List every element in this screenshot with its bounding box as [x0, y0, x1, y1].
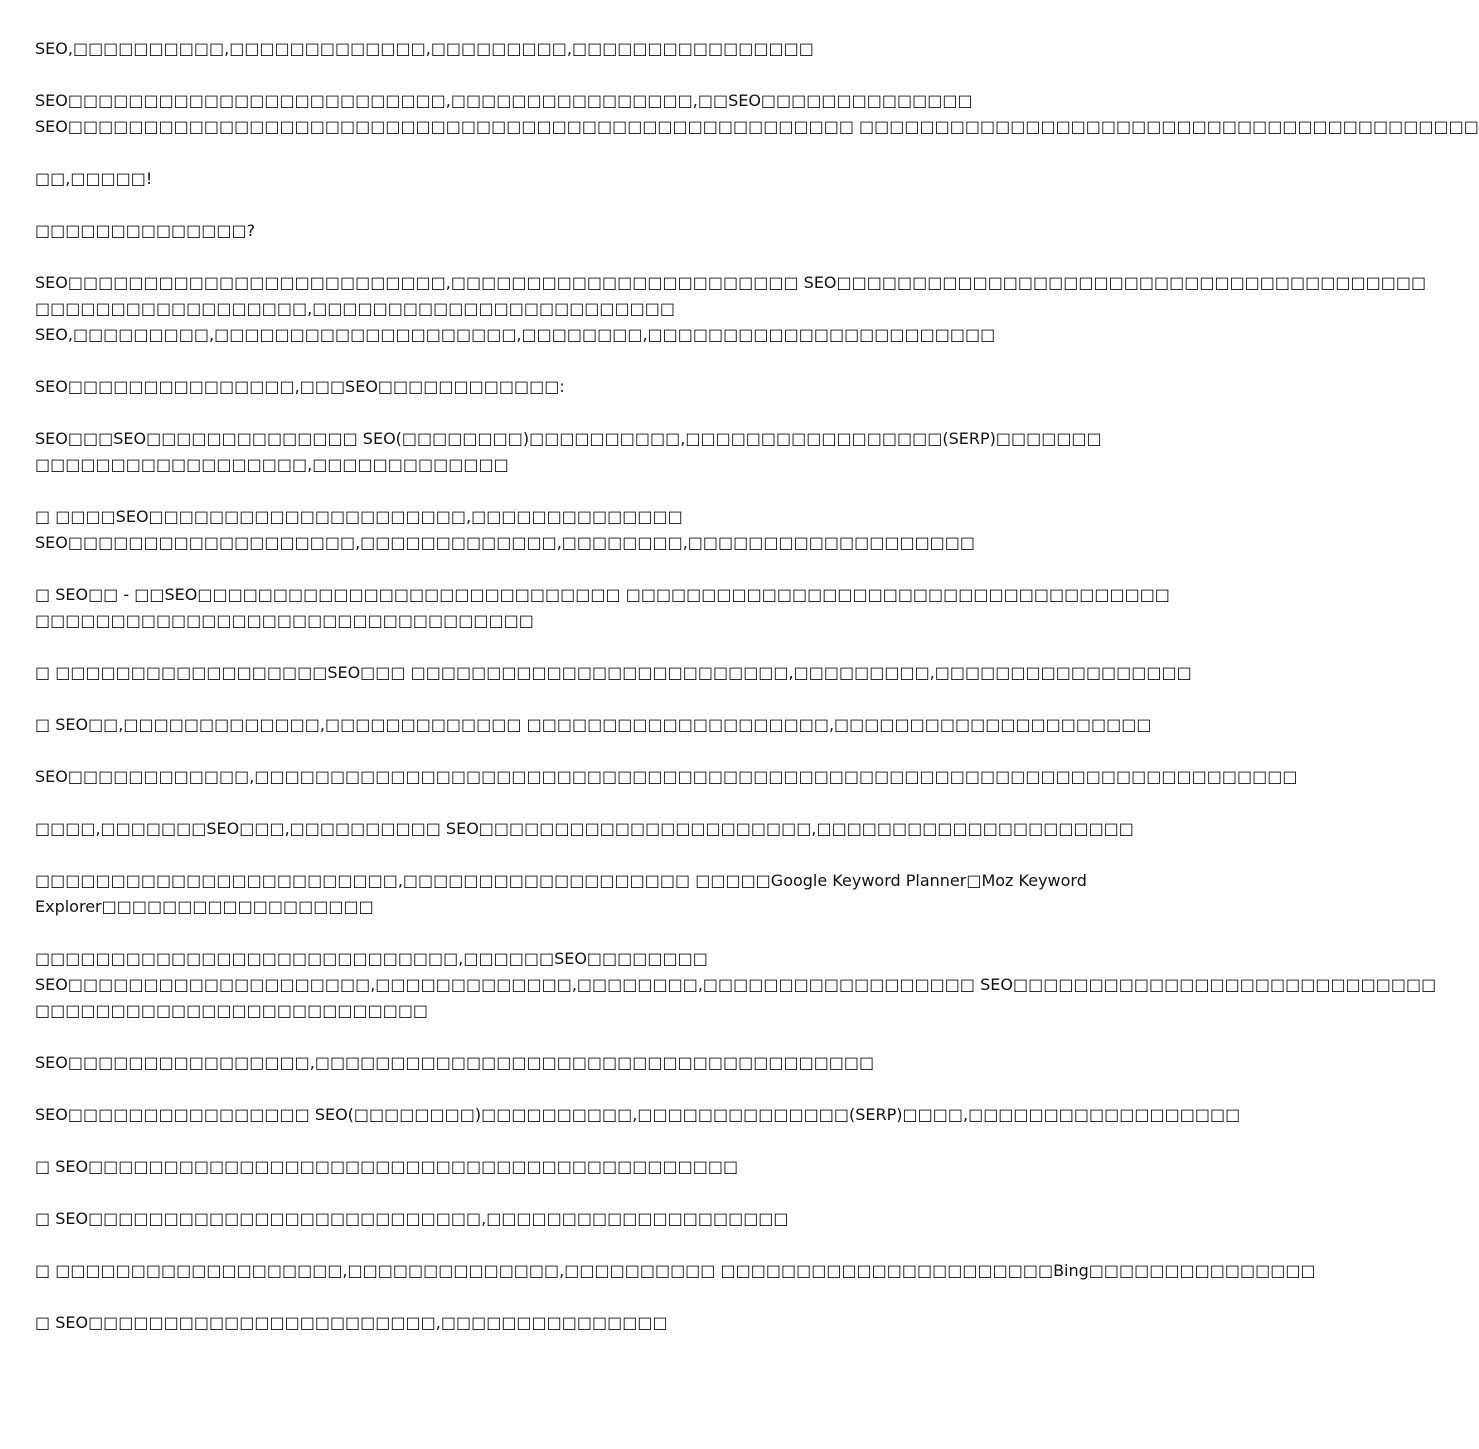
text-line: SEO□□□□□□□□□□□□,□□□□□□□□□□□□□□□□□□□□□□□□□□□□□□□□□□□□□□□□□□□□□□□□□□□□□□□□□□□□□□□□□□□□□ [35, 767, 1298, 786]
paragraph [35, 712, 1152, 738]
text-line: SEO,□□□□□□□□□□,□□□□□□□□□□□□□,□□□□□□□□□,□□□□□□□□□□□□□□□□ [35, 39, 814, 58]
paragraph [35, 946, 1437, 1024]
text-line: □ □□□□□□□□□□□□□□□□□□SEO□□□ □□□□□□□□□□□□□□□□□□□□□□□□□,□□□□□□□□□,□□□□□□□□□□□□□□□□□ [35, 663, 1192, 682]
text-line: □ SEO□□□□□□□□□□□□□□□□□□□□□□□,□□□□□□□□□□□□□□□ [35, 1313, 668, 1332]
text-line: □ SEO□□□□□□□□□□□□□□□□□□□□□□□□□□,□□□□□□□□□□□□□□□□□□□□ [35, 1209, 789, 1228]
text-line: □ SEO□□□□□□□□□□□□□□□□□□□□□□□□□□□□□□□□□□□□□□□□□□□ [35, 1157, 739, 1176]
text-line: □□□□□□□□□□□□□□? [35, 221, 256, 240]
text-line: □ SEO□□ - □□SEO□□□□□□□□□□□□□□□□□□□□□□□□□□□□ □□□□□□□□□□□□□□□□□□□□□□□□□□□□□□□□□□□□ [35, 585, 1170, 604]
text-line: □□□□□□□□□□□□□□□□□□□□□□□□□□ [35, 1001, 429, 1020]
paragraph [35, 1310, 995, 1336]
paragraph [35, 1206, 995, 1232]
text-line: □□□□□□□□□□□□□□□□□□□□□□□□,□□□□□□□□□□□□□□□□□□□ □□□□□Google Keyword Planner□Moz Keyword [35, 871, 1087, 890]
paragraph [35, 1258, 1316, 1284]
document-body [35, 36, 1479, 1362]
paragraph [35, 88, 1479, 140]
text-line: □□□□□□□□□□□□□□□□□□,□□□□□□□□□□□□□ [35, 455, 509, 474]
text-line: □□□□□□□□□□□□□□□□□□□□□□□□□□□□□□□□□ [35, 611, 534, 630]
text-line: SEO□□□□□□□□□□□□□□□□,□□□□□□□□□□□□□□□□□□□□□□□□□□□□□□□□□□□□□ [35, 1053, 875, 1072]
paragraph [35, 218, 995, 244]
paragraph [35, 582, 1170, 634]
paragraph [35, 426, 1102, 478]
paragraph [35, 1154, 995, 1180]
text-line: □□□□□□□□□□□□□□□□□□□□□□□□□□□□,□□□□□□SEO□□□□□□□□ [35, 949, 708, 968]
paragraph [35, 868, 1087, 920]
paragraph [35, 660, 1192, 686]
text-line: SEO,□□□□□□□□□,□□□□□□□□□□□□□□□□□□□□,□□□□□□□□,□□□□□□□□□□□□□□□□□□□□□□□ [35, 325, 996, 344]
text-line: □ SEO□□,□□□□□□□□□□□□□,□□□□□□□□□□□□□ □□□□□□□□□□□□□□□□□□□□,□□□□□□□□□□□□□□□□□□□□□ [35, 715, 1152, 734]
text-line: □□,□□□□□! [35, 169, 153, 188]
text-line: SEO□□□SEO□□□□□□□□□□□□□□ SEO(□□□□□□□□)□□□□□□□□□□,□□□□□□□□□□□□□□□□□(SERP)□□□□□□□ [35, 429, 1102, 448]
text-line: SEO□□□□□□□□□□□□□□□□□□□,□□□□□□□□□□□□□,□□□□□□□□,□□□□□□□□□□□□□□□□□□□ [35, 533, 976, 552]
text-line: SEO□□□□□□□□□□□□□□□□□□□□□□□□□,□□□□□□□□□□□□□□□□□□□□□□□ SEO□□□□□□□□□□□□□□□□□□□□□□□□□□□□□□□□□□□□□□□ [35, 273, 1427, 292]
text-line: SEO□□□□□□□□□□□□□□□□ SEO(□□□□□□□□)□□□□□□□□□□,□□□□□□□□□□□□□□(SERP)□□□□,□□□□□□□□□□□□□□□□□□ [35, 1105, 1241, 1124]
paragraph [35, 1050, 995, 1076]
text-line: □□□□□□□□□□□□□□□□□□,□□□□□□□□□□□□□□□□□□□□□□□□ [35, 299, 676, 318]
text-line: SEO□□□□□□□□□□□□□□□,□□□SEO□□□□□□□□□□□□: [35, 377, 565, 396]
paragraph [35, 270, 1427, 348]
paragraph [35, 374, 995, 400]
text-line: SEO□□□□□□□□□□□□□□□□□□□□,□□□□□□□□□□□□□,□□□□□□□□,□□□□□□□□□□□□□□□□□□ SEO□□□□□□□□□□□□□□□□□□□□□□□□□□□□ [35, 975, 1437, 994]
text-line: SEO□□□□□□□□□□□□□□□□□□□□□□□□□□□□□□□□□□□□□□□□□□□□□□□□□□□□ □□□□□□□□□□□□□□□□□□□□□□□□□□□□□□□□□□□□□□□□□ [35, 117, 1479, 136]
text-line: □□□□,□□□□□□□SEO□□□,□□□□□□□□□□ SEO□□□□□□□□□□□□□□□□□□□□□□,□□□□□□□□□□□□□□□□□□□□□ [35, 819, 1134, 838]
text-line: Explorer□□□□□□□□□□□□□□□□□□ [35, 897, 374, 916]
text-line: SEO□□□□□□□□□□□□□□□□□□□□□□□□□,□□□□□□□□□□□□□□□□,□□SEO□□□□□□□□□□□□□□ [35, 91, 973, 110]
paragraph [35, 504, 995, 556]
paragraph [35, 1102, 1241, 1128]
paragraph [35, 166, 995, 192]
text-line: □ □□□□SEO□□□□□□□□□□□□□□□□□□□□□,□□□□□□□□□□□□□□ [35, 507, 683, 526]
paragraph [35, 816, 1134, 842]
paragraph [35, 36, 995, 62]
text-line: □ □□□□□□□□□□□□□□□□□□□,□□□□□□□□□□□□□□,□□□□□□□□□□ □□□□□□□□□□□□□□□□□□□□□□Bing□□□□□□□□□□□□□□□ [35, 1261, 1316, 1280]
paragraph [35, 764, 1298, 790]
